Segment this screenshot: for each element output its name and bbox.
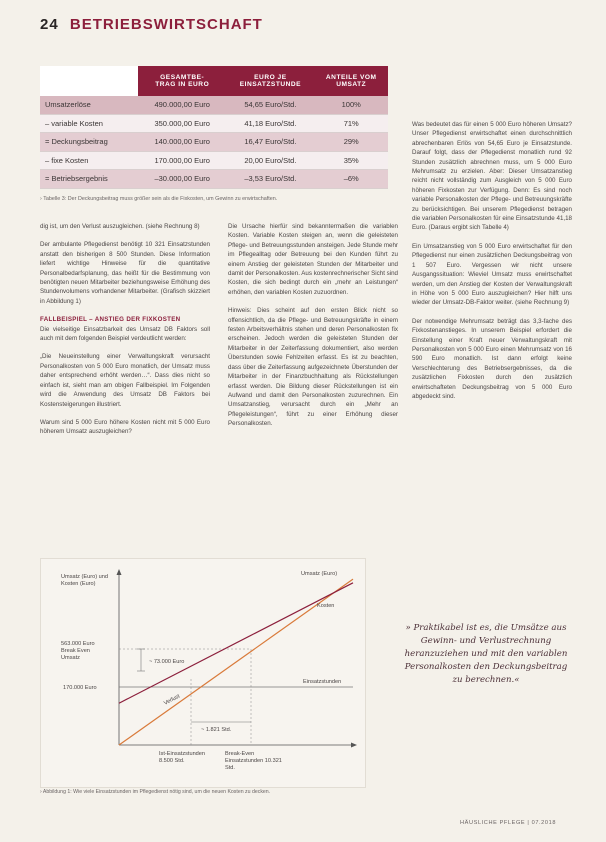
table-row (40, 170, 388, 189)
row-per-hour: 41,18 Euro/Std. (226, 114, 314, 133)
row-share: –6% (314, 170, 388, 189)
chart-caption: › Abbildung 1: Wie viele Einsatzstunden im Pflegedienst nötig sind, um die neuen Kosten zu decken. (40, 789, 271, 795)
label-line: Break-Even (225, 751, 255, 757)
label-line: 8.500 Std. (159, 758, 185, 764)
page-header (40, 16, 263, 33)
row-total: 140.000,00 Euro (138, 133, 226, 152)
row-per-hour: 54,65 Euro/Std. (226, 96, 314, 114)
revenue-gap-label: ~ 73.000 Euro (149, 659, 185, 665)
row-total: –30.000,00 Euro (138, 170, 226, 189)
break-even-revenue-label (61, 641, 95, 661)
table-row (40, 96, 388, 114)
table-header-empty (40, 66, 138, 96)
cost-line-label: Kosten (317, 603, 335, 609)
label-line: Umsatz (Euro) und (61, 574, 108, 580)
row-total: 170.000,00 Euro (138, 151, 226, 170)
label-line: Ist-Einsatzstunden (159, 751, 206, 757)
row-label: = Betriebsergebnis (40, 170, 138, 189)
paragraph: Der ambulante Pflegedienst benötigt 10 321 Einsatzstunden anstatt den bisherigen 8 500 Stunden. Diese Information liefert wichtige Hinweise für die quantitative Personalbedarfsplanung, das heißt für die Bestimmung von benötigten neuen Mitarbeiter beziehungsweise Erhöhung des Stundenvolumens vorhandener Mitarbeiter. (Grafisch skizziert in Abbildung 1) (40, 241, 210, 305)
fixed-costs-label: 170.000 Euro (63, 685, 97, 691)
label-line: 563.000 Euro (61, 641, 95, 647)
table-header-row (40, 66, 388, 96)
loss-label: Verlust (163, 693, 182, 707)
page-footer: HÄUSLICHE PFLEGE | 07.2018 (460, 820, 557, 826)
paragraph: Der notwendige Mehrumsatz beträgt das 3,3-fache des Fixkostenanstieges. In unserem Beispiel erfordert die Einstellung einer Kraft neuer Verwaltungskraft mit Personalkosten von 5 000 Euro einen Mehrumsatz von 16 590 Euro monatlich. Ist dann erfolgt keine Verschlechterung des Betriebsergebnisses, da die zusätzlichen Fixkosten durch den zusätzlich erwirtschafteten Deckungsbeitrag von 5 000 Euro abgedeckt sind. (412, 317, 572, 400)
y-axis-label (61, 574, 108, 587)
break-even-chart (40, 558, 366, 788)
row-label: = Deckungsbeitrag (40, 133, 138, 152)
row-label: Umsatzerlöse (40, 96, 138, 114)
label-line: Kosten (Euro) (61, 581, 96, 587)
section-title: BETRIEBSWIRTSCHAFT (69, 16, 263, 33)
table-row (40, 114, 388, 133)
row-per-hour: 20,00 Euro/Std. (226, 151, 314, 170)
x-axis-arrow (351, 743, 357, 748)
x-axis-label: Einsatzstunden (303, 679, 342, 685)
row-share: 71% (314, 114, 388, 133)
paragraph: „Die Neueinstellung einer Verwaltungskraft verursacht Personalkosten von 5 000 Euro monatlich, der Umsatz muss daher entsprechend erhöht werden…“. Dass dies nicht so einfach ist, sieht man am obigen Fallbeispiel. Im Folgenden wird die Anwendung des Umsatz DB Faktors bei Kostensteigerungen illustriert. (40, 353, 210, 408)
label-line: Break Even (61, 648, 90, 654)
table-header-total: GESAMTBE- TRAG IN EURO (138, 66, 226, 96)
row-per-hour: 16,47 Euro/Std. (226, 133, 314, 152)
label-line: Umsatz (61, 655, 80, 661)
label-line: Einsatzstunden 10.321 (225, 758, 282, 764)
text-column-1 (40, 222, 210, 446)
row-total: 490.000,00 Euro (138, 96, 226, 114)
pull-quote: » Praktikabel ist es, die Umsätze aus Gewinn- und Verlustrechnung heranzuziehen und mit den variablen Personalkosten den Deckungsbeitrag zu berechnen.« (404, 623, 568, 685)
table-header-share: ANTEILE VOM UMSATZ (314, 66, 388, 96)
row-label: – fixe Kosten (40, 151, 138, 170)
table-caption: › Tabelle 3: Der Deckungsbeitrag muss größer sein als die Fixkosten, um Gewinn zu erwirtschaften. (40, 196, 278, 202)
paragraph: Warum sind 5 000 Euro höhere Kosten nicht mit 5 000 Euro höherem Umsatz auszugleichen? (40, 418, 210, 436)
paragraph: Ein Umsatzanstieg von 5 000 Euro erwirtschaftet für den Pflegedienst nur einen zusätzlichen Deckungsbeitrag von 1 507 Euro. Vergessen wir nicht unsere Ausgangssituation: Wieviel Umsatz muss erwirtschaftet werden, um den Anstieg der Kosten der Verwaltungskraft in Höhe von 5 000 Euro auszugleichen? Hier hilft uns wieder der Umsatz-DB-Faktor weiter. (siehe Rechnung 9) (412, 242, 572, 307)
text-column-2 (228, 222, 398, 438)
text-column-3 (412, 120, 572, 410)
table-row (40, 133, 388, 152)
paragraph: Hinweis: Dies scheint auf den ersten Blick nicht so offensichtlich, da die Pflege- und Betreuungskräfte in einem festen Arbeitsverhältnis stehen und deren Personalkosten fix erscheinen. Jedoch werden die geleisteten Stunden der Mitarbeiter in der Zeiterfassung dokumentiert, also werden Überstunden sowie Fehlzeiten erfasst. Es ist zu beachten, dass über die Zeiterfassung aufgezeichnete Überstunden der Mitarbeiter in der Finanzbuchhaltung als Rückstellungen erfasst werden. Die Bildung dieser Rückstellungen ist ein Aufwand und damit den Personalkosten zuzurechnen. Ein Umsatzanstieg, verursacht durch ein „Mehr an Pflegeleistungen“, führt zu einer Erhöhung dieser Personalkosten. (228, 307, 398, 428)
subheading: FALLBEISPIEL – ANSTIEG DER FIXKOSTEN (40, 316, 181, 324)
chart-svg (41, 559, 365, 787)
table-3 (40, 66, 388, 189)
table-header-per-hour: EURO JE EINSATZSTUNDE (226, 66, 314, 96)
paragraph: Die Ursache hierfür sind bekanntermaßen die variablen Kosten. Variable Kosten steigen an, wenn die geleisteten Pflege- und Betreuungsstunden ansteigen. Jede Stunde mehr im Pflegealltag oder Betreuung bei den Kunden führt zu einem Anstieg der geleisteten Stunden der Mitarbeiter und damit der Personalkosten. Aus kostenrechnerischer Sicht sind Kosten, die sich bedingt durch ein „mehr an Leistungen“ erhöhen, den variablen Kosten zuzuordnen. (228, 223, 398, 296)
row-per-hour: –3,53 Euro/Std. (226, 170, 314, 189)
paragraph: Die vielseitige Einsatzbarkeit des Umsatz DB Faktors soll auch mit dem folgenden Beispiel verdeutlicht werden: (40, 325, 210, 343)
row-total: 350.000,00 Euro (138, 114, 226, 133)
label-line: Std. (225, 765, 235, 771)
page-number: 24 (40, 16, 59, 33)
paragraph: Was bedeutet das für einen 5 000 Euro höheren Umsatz? Unser Pflegedienst erwirtschaftet einen durchschnittlich abrechenbaren Erlös von 54,65 Euro je Einsatzstunde. Darauf folgt, dass der Pflegedienst monatlich rund 92 Stunden zusätzlich abrechnen muss, um 5 000 Euro Mehrumsatz zu erzielen. Aber: Dieser Umsatzanstieg reicht nicht vollständig zum Ausgleich von 5 000 Euro höheren Fixkosten zur Verfügung. Denn: Es sind noch variable Personalkosten der Pflege- und Betreuungskräfte zu berücksichtigen. Bei unserem Pflegedienst betragen die variablen Personalkosten für eine Einsatzstunde 41,18 Euro. (Daraus ergibt sich Tabelle 4) (412, 121, 572, 232)
y-axis-arrow (117, 569, 122, 575)
current-hours-label (159, 751, 205, 764)
cost-line (119, 583, 353, 703)
row-share: 29% (314, 133, 388, 152)
revenue-line-label: Umsatz (Euro) (301, 571, 338, 577)
paragraph: dig ist, um den Verlust auszugleichen. (siehe Rechnung 8) (40, 223, 200, 230)
hours-gap-label: ~ 1.821 Std. (201, 727, 232, 733)
row-label: – variable Kosten (40, 114, 138, 133)
break-even-hours-label (225, 751, 282, 771)
row-share: 35% (314, 151, 388, 170)
table-row (40, 151, 388, 170)
row-share: 100% (314, 96, 388, 114)
